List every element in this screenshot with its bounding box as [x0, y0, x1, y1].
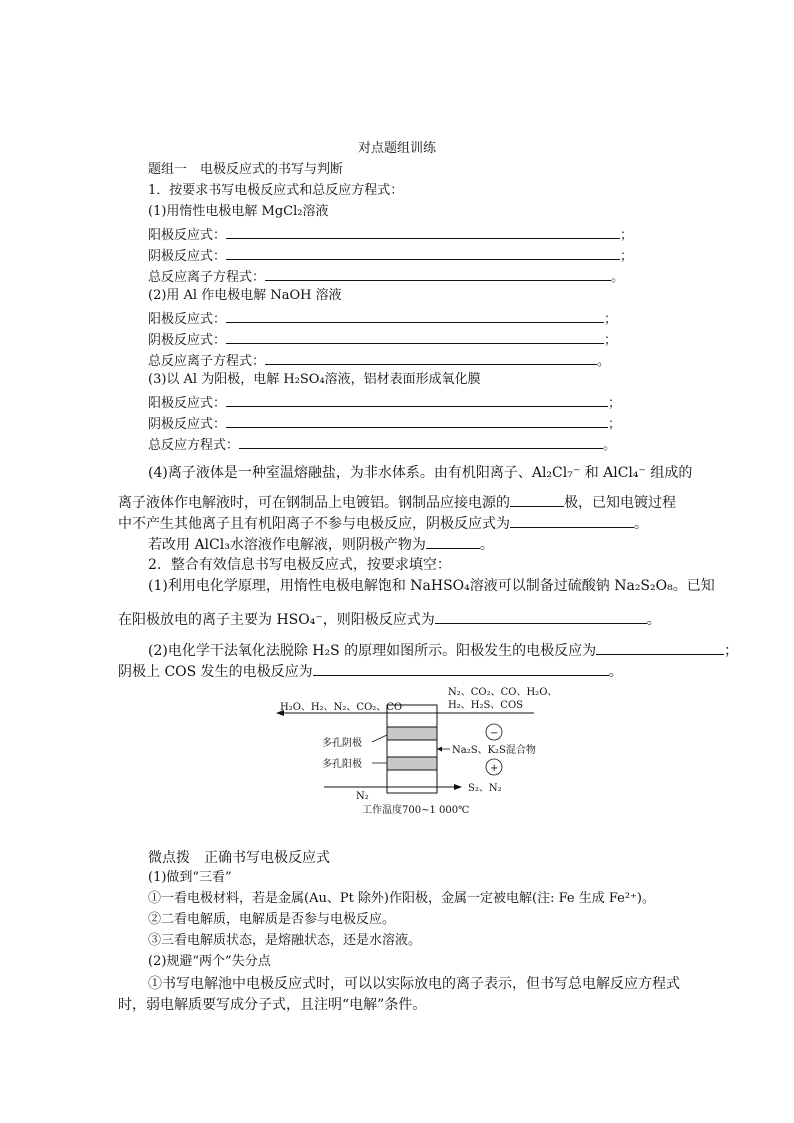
- text: (4)离子液体是一种室温熔融盐，为非水体系。由有机阳离子、Al₂Cl₇⁻: [148, 465, 581, 481]
- q1-p4-line3: [118, 514, 648, 533]
- answer-blank[interactable]: [265, 351, 597, 365]
- end-mark: ；: [608, 417, 622, 432]
- anode-label: 阳极反应式：: [148, 228, 227, 243]
- text: 。: [646, 612, 661, 628]
- diagram-caption: 工作温度700~1 000℃: [362, 805, 470, 816]
- porous-anode: [387, 757, 437, 770]
- group1-heading: 题组一 电极反应式的书写与判断: [148, 162, 344, 177]
- tips-item-4-line1: ①书写电解池中电极反应式时，可以以实际放电的离子表示，但书写总电解反应方程式: [148, 976, 680, 992]
- tips-section-1: (1)做到“三看”: [148, 870, 232, 885]
- q1-p2-anode-row: [148, 309, 617, 328]
- q1-p3-anode-row: [148, 393, 621, 412]
- inlet-gas-label-2: H₂、H₂S、COS: [448, 700, 524, 711]
- plus-sign: +: [490, 763, 499, 774]
- bottom-flow-arrowhead: [454, 784, 462, 790]
- answer-blank[interactable]: [426, 535, 480, 549]
- answer-blank[interactable]: [510, 493, 564, 507]
- end-mark: 。: [603, 438, 617, 453]
- inlet-gas-label-1: N₂、CO₂、CO、H₂O、: [448, 687, 558, 698]
- tips-item-1: ①一看电极材料，若是金属(Au、Pt 除外)作阳极，金属一定被电解(注: Fe 生成 Fe²⁺)。: [148, 891, 656, 906]
- answer-blank[interactable]: [226, 246, 620, 260]
- q2-intro: 2．整合有效信息书写电极反应式，按要求填空：: [148, 557, 451, 573]
- minus-sign: −: [490, 728, 499, 739]
- answer-blank[interactable]: [265, 267, 611, 281]
- answer-blank[interactable]: [226, 225, 620, 239]
- total-label: 总反应方程式：: [148, 438, 240, 453]
- text: ；: [724, 643, 739, 659]
- tips-item-2: ②二看电解质，电解质是否参与电极反应。: [148, 912, 396, 927]
- tips-item-4-line2: 时，弱电解质要写成分子式，且注明“电解”条件。: [118, 997, 427, 1013]
- text: 中不产生其他离子且有机阳离子不参与电极反应，阴极反应式为: [118, 516, 510, 532]
- text: 和 AlCl₄⁻: [584, 465, 646, 481]
- answer-blank[interactable]: [313, 662, 609, 676]
- answer-blank[interactable]: [226, 309, 604, 323]
- answer-blank[interactable]: [510, 514, 634, 528]
- tips-heading: 微点拨 正确书写电极反应式: [148, 850, 330, 866]
- anode-label: 多孔阳极: [322, 759, 362, 770]
- q2-p1-line2: [118, 610, 661, 629]
- q1-p2-total-row: [148, 351, 610, 370]
- cathode-label: 阴极反应式：: [148, 333, 227, 348]
- q1-p3-head: (3)以 Al 为阳极，电解 H₂SO₄溶液，铝材表面形成氧化膜: [148, 372, 481, 387]
- text: 组成的: [650, 465, 693, 481]
- total-label: 总反应离子方程式：: [148, 354, 266, 369]
- text: 。: [634, 516, 648, 532]
- text: 在阳极放电的离子主要为 HSO₄⁻，则阳极反应式为: [118, 612, 435, 628]
- text: 离子液体作电解液时，可在钢制品上电镀铝。钢制品应接电源的: [118, 495, 510, 511]
- electrolyte-label: Na₂S、K₂S混合物: [452, 745, 536, 756]
- q1-p2-cathode-row: [148, 330, 617, 349]
- answer-blank[interactable]: [435, 610, 647, 624]
- q2-p2-line2: [118, 662, 623, 681]
- q1-p4-line4: [148, 535, 494, 554]
- end-mark: ；: [620, 249, 634, 264]
- porous-cathode: [387, 727, 437, 740]
- end-mark: ；: [604, 312, 618, 327]
- q1-p1-anode-row: [148, 225, 633, 244]
- text: 阴极上 COS 发生的电极反应为: [118, 664, 313, 680]
- electrolysis-diagram: [272, 683, 572, 818]
- bottom-inlet-label: N₂: [356, 791, 369, 802]
- answer-blank[interactable]: [226, 414, 608, 428]
- text: 极，已知电镀过程: [564, 495, 676, 511]
- answer-blank[interactable]: [226, 330, 604, 344]
- q1-intro: 1．按要求书写电极反应式和总反应方程式：: [148, 183, 404, 198]
- answer-blank[interactable]: [239, 435, 603, 449]
- end-mark: ；: [620, 228, 634, 243]
- end-mark: ；: [608, 396, 622, 411]
- cathode-label: 多孔阴极: [322, 738, 362, 749]
- answer-blank[interactable]: [226, 393, 608, 407]
- tips-section-2: (2)规避“两个”失分点: [148, 954, 271, 969]
- q1-p2-head: (2)用 Al 作电极电解 NaOH 溶液: [148, 288, 342, 303]
- cathode-label: 阴极反应式：: [148, 417, 227, 432]
- end-mark: ；: [604, 333, 618, 348]
- text: (2)电化学干法氧化法脱除 H₂S 的原理如图所示。阳极发生的电极反应为: [148, 643, 597, 659]
- anode-label: 阳极反应式：: [148, 396, 227, 411]
- q2-p2-line1: [148, 641, 738, 660]
- tips-item-3: ③三看电解质状态，是熔融状态，还是水溶液。: [148, 933, 422, 948]
- anode-label: 阳极反应式：: [148, 312, 227, 327]
- page-title: 对点题组训练: [357, 141, 436, 156]
- cathode-label: 阴极反应式：: [148, 249, 227, 264]
- total-label: 总反应离子方程式：: [148, 270, 266, 285]
- q1-p3-cathode-row: [148, 414, 621, 433]
- end-mark: 。: [597, 354, 611, 369]
- text: 。: [479, 537, 494, 553]
- text: 若改用 AlCl₃水溶液作电解液，则阴极产物为: [148, 537, 426, 553]
- q1-p4-line2: [118, 493, 676, 512]
- q1-p1-head: (1)用惰性电极电解 MgCl₂溶液: [148, 204, 329, 219]
- text: 。: [608, 664, 623, 680]
- q1-p4-line1: [148, 464, 692, 482]
- q1-p3-total-row: [148, 435, 616, 454]
- q1-p1-total-row: [148, 267, 624, 286]
- cathode-leader: [372, 735, 387, 742]
- end-mark: 。: [611, 270, 625, 285]
- electrolyte-arrowhead: [437, 747, 442, 752]
- outlet-gas-label: H₂O、H₂、N₂、CO₂、CO: [280, 702, 403, 713]
- cell-body: [387, 705, 437, 793]
- q2-p1-line1: (1)利用电化学原理，用惰性电极电解饱和 NaHSO₄溶液可以制备过硫酸钠 Na₂S₂O₈。已知: [148, 578, 715, 594]
- q1-p1-cathode-row: [148, 246, 633, 265]
- bottom-outlet-label: S₂、N₂: [468, 783, 502, 794]
- answer-blank[interactable]: [596, 641, 724, 655]
